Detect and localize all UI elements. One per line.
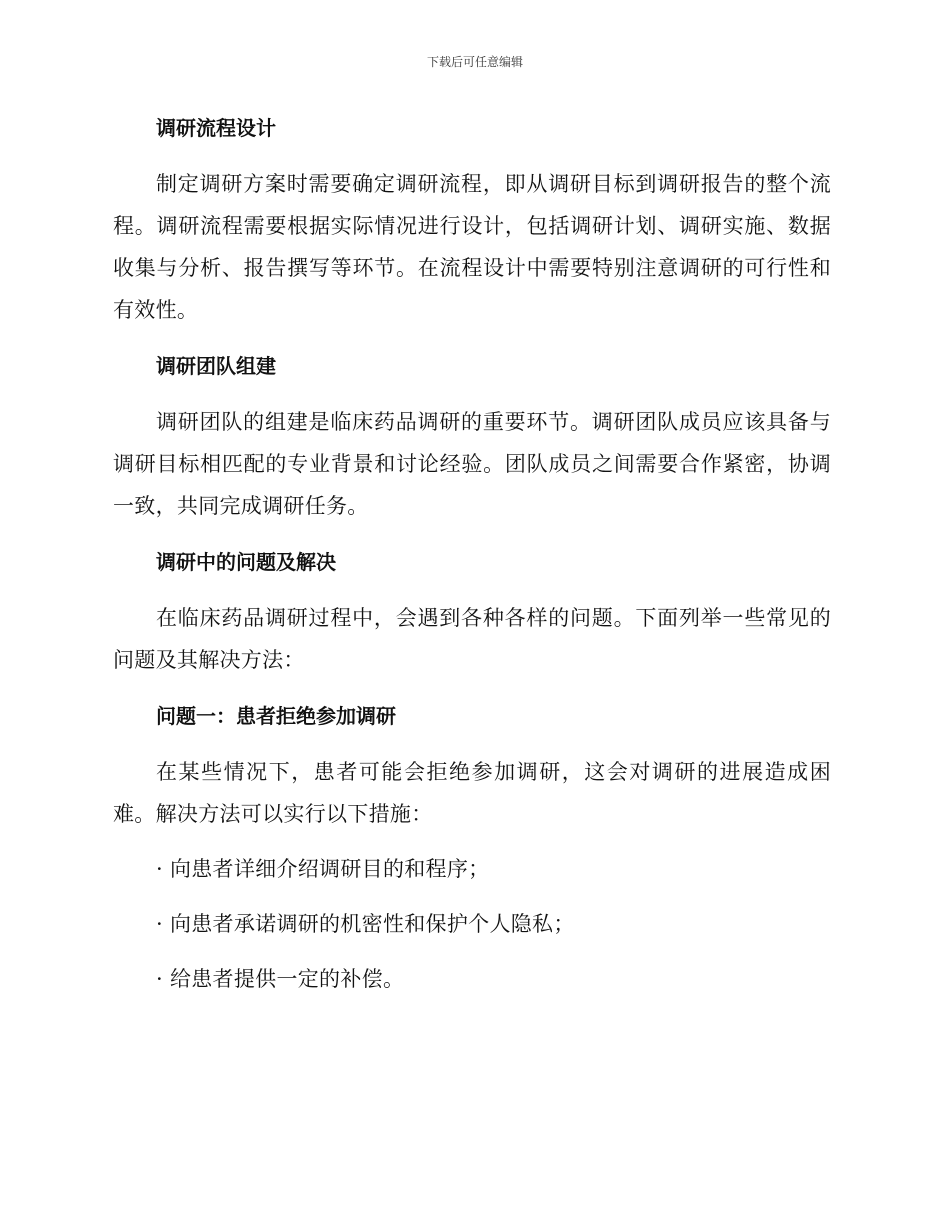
document-body [113,110,831,1000]
page-header: 下载后可任意编辑 [426,55,523,69]
section-paragraph-team-building: 调研团队的组建是临床药品调研的重要环节。调研团队成员应该具备与调研目标相匹配的专业背景和讨论经验。团队成员之间需要合作紧密，协调一致，共同完成调研任务。 [113,410,831,518]
section-heading-process-design: 调研流程设计 [156,116,276,140]
section-paragraph-problems: 在临床药品调研过程中，会遇到各种各样的问题。下面列举一些常见的问题及其解决方法： [113,606,831,672]
section-heading-problem-one: 问题一：患者拒绝参加调研 [156,704,396,728]
bullet-item: · 给患者提供一定的补偿。 [156,967,405,991]
section-paragraph-process-design: 制定调研方案时需要确定调研流程，即从调研目标到调研报告的整个流程。调研流程需要根据实际情况进行设计，包括调研计划、调研实施、数据收集与分析、报告撰写等环节。在流程设计中需要特别注意调研的可行性和有效性。 [113,172,831,322]
section-heading-team-building: 调研团队组建 [156,354,276,378]
bullet-item: · 向患者承诺调研的机密性和保护个人隐私； [156,912,575,936]
section-heading-problems: 调研中的问题及解决 [156,550,336,574]
section-paragraph-problem-one: 在某些情况下，患者可能会拒绝参加调研，这会对调研的进展造成困难。解决方法可以实行以下措施： [113,760,831,826]
bullet-item: · 向患者详细介绍调研目的和程序； [156,857,490,881]
